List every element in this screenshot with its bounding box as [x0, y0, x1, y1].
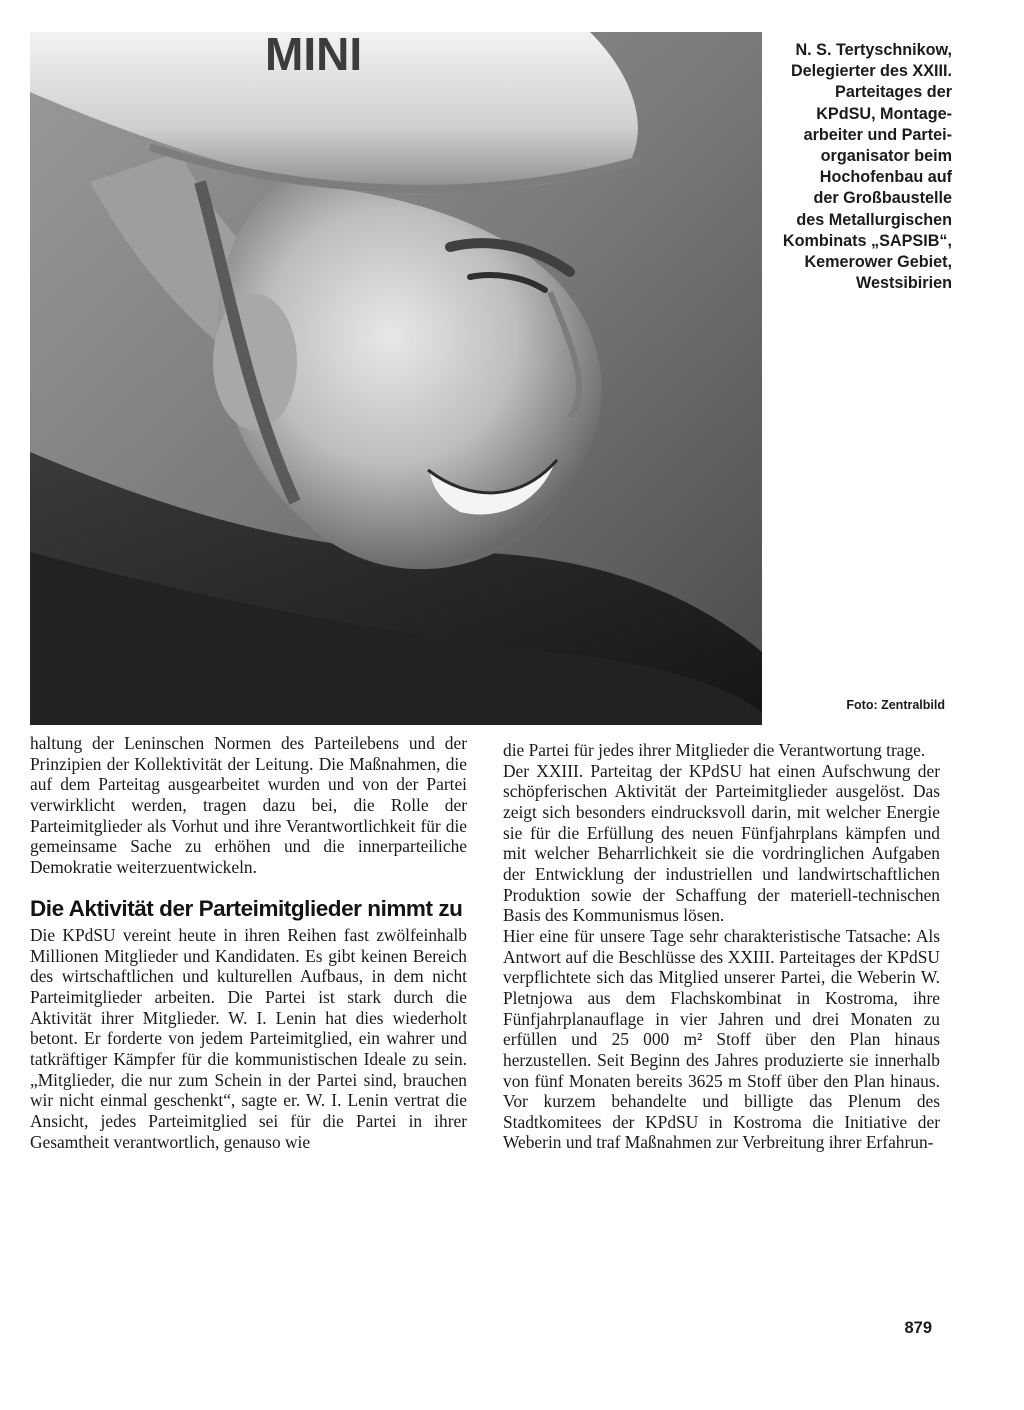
body-paragraph: haltung der Leninschen Normen des Parteilebens und der Prinzipien der Kollektivität der Leitung. Die Maßnahmen, die auf dem Parteitag ausgearbeitet wurden und von der Partei verwirklicht werden, tragen dazu bei, die Rolle der Parteimitglieder als Vorhut und ihre Verantwortlichkeit für die gemeinsame Sache zu erhöhen und die innerparteiliche Demokratie weiterzuentwickeln.	[30, 733, 467, 877]
caption-line: Kemerower Gebiet,	[804, 253, 952, 272]
caption-line: arbeiter und Partei-	[803, 125, 952, 144]
body-paragraph: Der XXIII. Parteitag der KPdSU hat einen Aufschwung der schöpferischen Aktivität der Parteimitglieder ausgelöst. Das zeigt sich besonders eindrucksvoll darin, mit welcher Energie sie für die Erfüllung des neuen Fünfjahrplans kämpfen und mit welcher Beharrlichkeit sie die vordringlichen Aufgaben der Entwicklung der industriellen und landwirtschaftlichen Produktion sowie der Schaffung der materiell-technischen Basis des Kommunismus lösen.	[503, 760, 940, 926]
caption-line: Parteitages der	[835, 83, 952, 102]
right-text-column	[503, 740, 940, 1153]
left-text-column	[30, 733, 467, 1152]
caption-line: des Metallurgischen	[796, 210, 952, 229]
section-heading: Die Aktivität der Parteimitglieder nimmt zu	[30, 895, 463, 921]
portrait-photo-drawing	[30, 32, 762, 725]
caption-line: Kombinats „SAPSIB“,	[782, 231, 952, 250]
caption-line: Hochofenbau auf	[819, 168, 952, 187]
caption-line: der Großbaustelle	[813, 189, 952, 208]
body-paragraph: die Partei für jedes ihrer Mitglieder die Verantwortung trage.	[503, 740, 926, 760]
photo-caption	[780, 40, 952, 294]
caption-line: Westsibirien	[856, 274, 952, 293]
caption-line: Delegierter des XXIII.	[790, 62, 952, 81]
page-number: 879	[904, 1319, 932, 1337]
body-paragraph: Hier eine für unsere Tage sehr charakteristische Tatsache: Als Antwort auf die Beschlüsse des XXIII. Parteitages der KPdSU verpflichtete sich das Mitglied unserer Partei, die Weberin W. Pletnjowa aus dem Flachskombinat in Kostroma, ihre Fünfjahrplanauflage in vier Jahren und drei Monaten zu erfüllen und 25 000 m² Stoff über den Plan hinaus herzustellen. Seit Beginn des Jahres produzierte sie innerhalb von fünf Monaten bereits 3625 m Stoff über den Plan hinaus. Vor kurzem behandelte und billigte das Plenum des Stadtkomitees der KPdSU in Kostroma die Initiative der Weberin und traf Maßnahmen zur Verbreitung ihrer Erfahrun-	[503, 925, 940, 1153]
helmet-marking: MINI	[265, 32, 363, 80]
caption-line: organisator beim	[820, 147, 952, 166]
photo-credit: Foto: Zentralbild	[846, 698, 945, 712]
caption-line: KPdSU, Montage-	[816, 104, 952, 123]
caption-line: N. S. Tertyschnikow,	[795, 41, 952, 59]
body-paragraph: Die KPdSU vereint heute in ihren Reihen fast zwölfeinhalb Millionen Mitglieder und Kandidaten. Es gibt keinen Bereich des wirtschaftlichen und kulturellen Aufbaus, in dem nicht Parteimitglieder arbeiten. Die Partei ist stark durch die Aktivität ihrer Mitglieder. W. I. Lenin hat dies wiederholt betont. Er forderte von jedem Parteimitglied, ein wahrer und tatkräftiger Kämpfer für die kommunistischen Ideale zu sein. „Mitglieder, die nur zum Schein in der Partei sind, brauchen wir nicht einmal geschenkt“, sagte er. W. I. Lenin vertrat die Ansicht, jedes Parteimitglied sei für die Partei in ihrer Gesamtheit verantwortlich, genauso wie	[30, 925, 467, 1152]
portrait-photo	[30, 32, 762, 725]
